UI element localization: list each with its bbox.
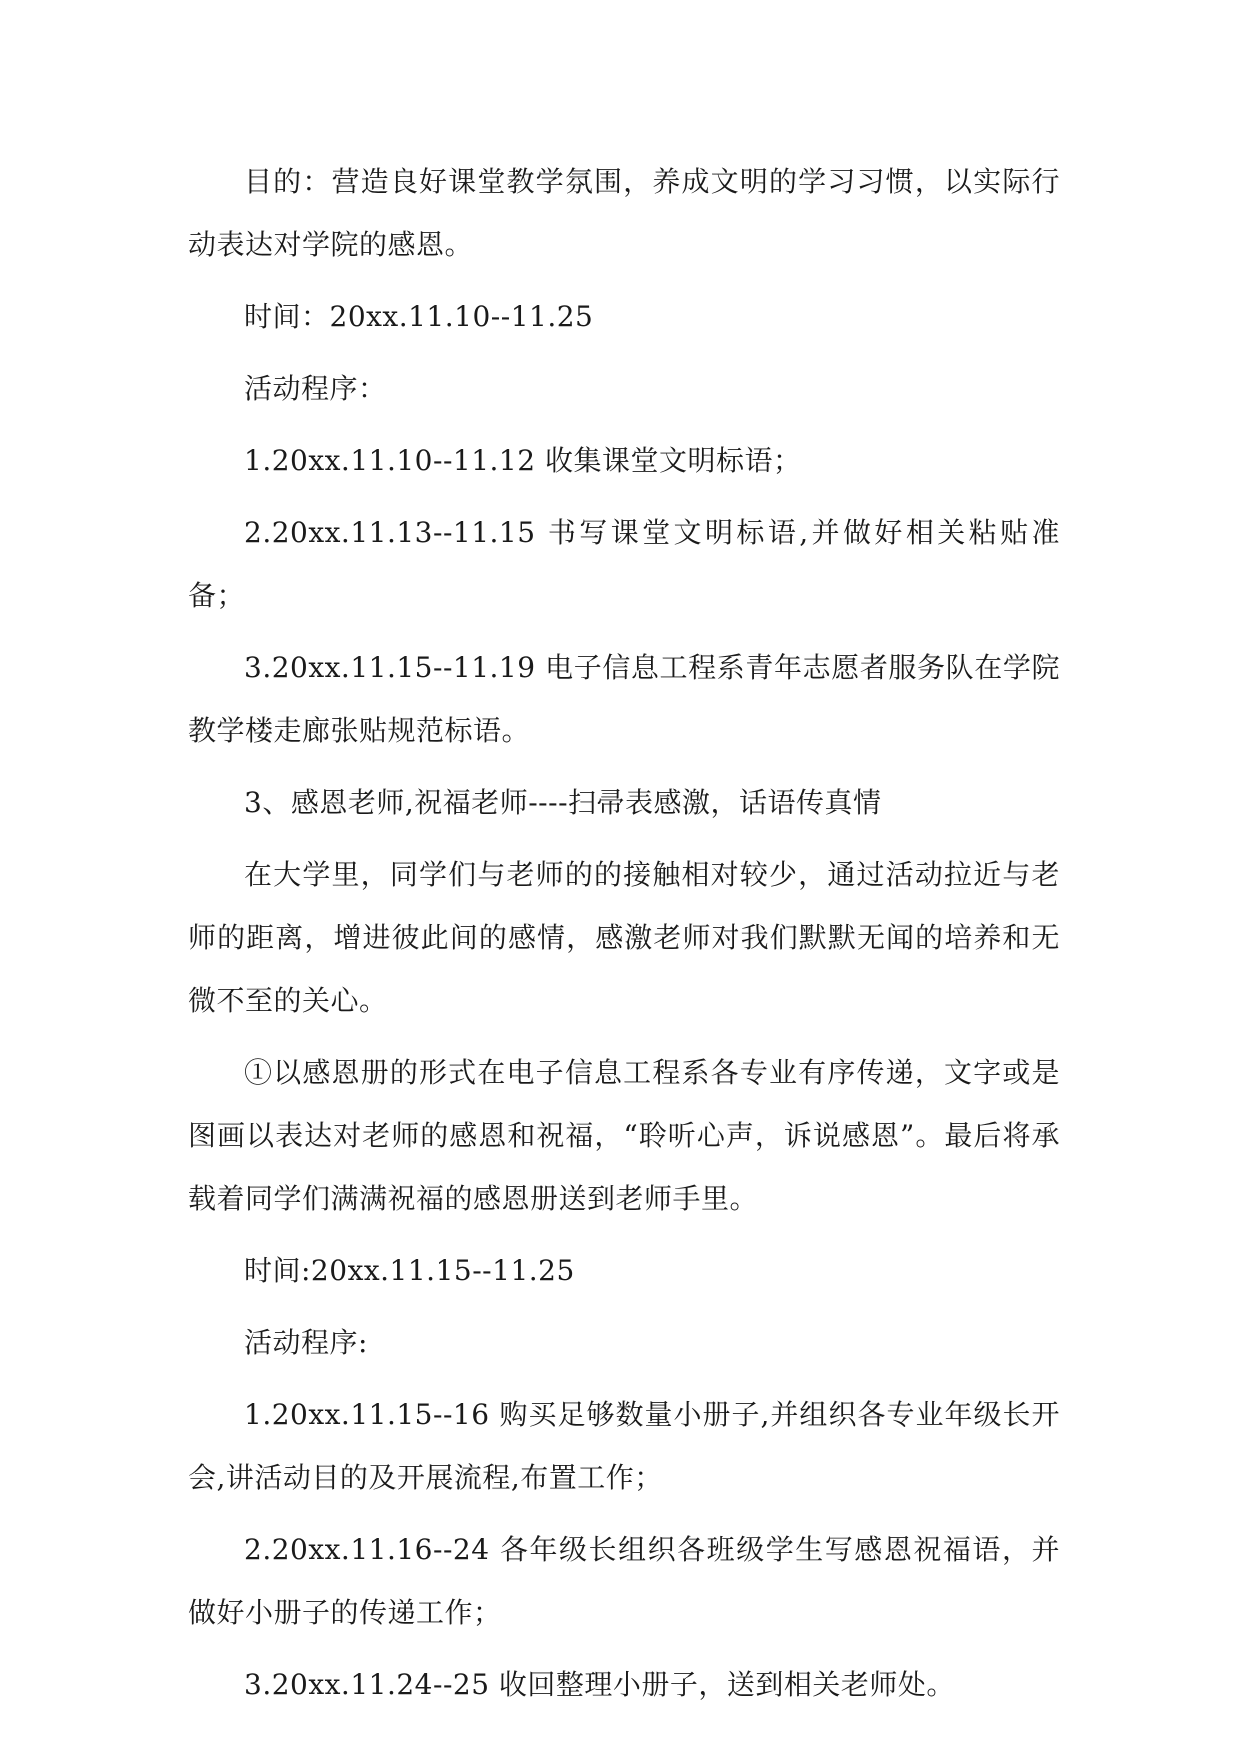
paragraph-procedure-heading-2: 活动程序: (244, 1326, 368, 1359)
paragraph-step-2-3: 3.20xx.11.24--25 收回整理小册子，送到相关老师处。 (244, 1668, 955, 1701)
paragraph-step-1-2: 2.20xx.11.13--11.15 书写课堂文明标语,并做好相关粘贴准备； (188, 516, 1060, 612)
paragraph-time-2: 时间:20xx.11.15--11.25 (244, 1254, 575, 1287)
paragraph-step-1-1: 1.20xx.11.10--11.12 收集课堂文明标语； (244, 444, 802, 477)
paragraph-intro: 在大学里，同学们与老师的的接触相对较少，通过活动拉近与老师的距离，增进彼此间的感情，感激老师对我们默默无闻的培养和无微不至的关心。 (188, 858, 1060, 1017)
paragraph-gratitude-book: ①以感恩册的形式在电子信息工程系各专业有序传递，文字或是图画以表达对老师的感恩和祝福，“聆听心声，诉说感恩”。最后将承载着同学们满满祝福的感恩册送到老师手里。 (188, 1056, 1060, 1215)
paragraph-procedure-heading-1: 活动程序： (244, 372, 387, 405)
paragraph-purpose: 目的：营造良好课堂教学氛围，养成文明的学习习惯，以实际行动表达对学院的感恩。 (188, 165, 1060, 261)
document-body (188, 150, 1060, 1725)
paragraph-step-2-1: 1.20xx.11.15--16 购买足够数量小册子,并组织各专业年级长开会,讲活动目的及开展流程,布置工作； (188, 1398, 1060, 1494)
paragraph-time-1: 时间：20xx.11.10--11.25 (244, 300, 594, 333)
paragraph-step-1-3: 3.20xx.11.15--11.19 电子信息工程系青年志愿者服务队在学院教学楼走廊张贴规范标语。 (188, 651, 1060, 747)
paragraph-step-2-2: 2.20xx.11.16--24 各年级长组织各班级学生写感恩祝福语，并做好小册子的传递工作； (188, 1533, 1060, 1629)
section-heading-3: 3、感恩老师,祝福老师----扫帚表感激，话语传真情 (244, 786, 882, 819)
